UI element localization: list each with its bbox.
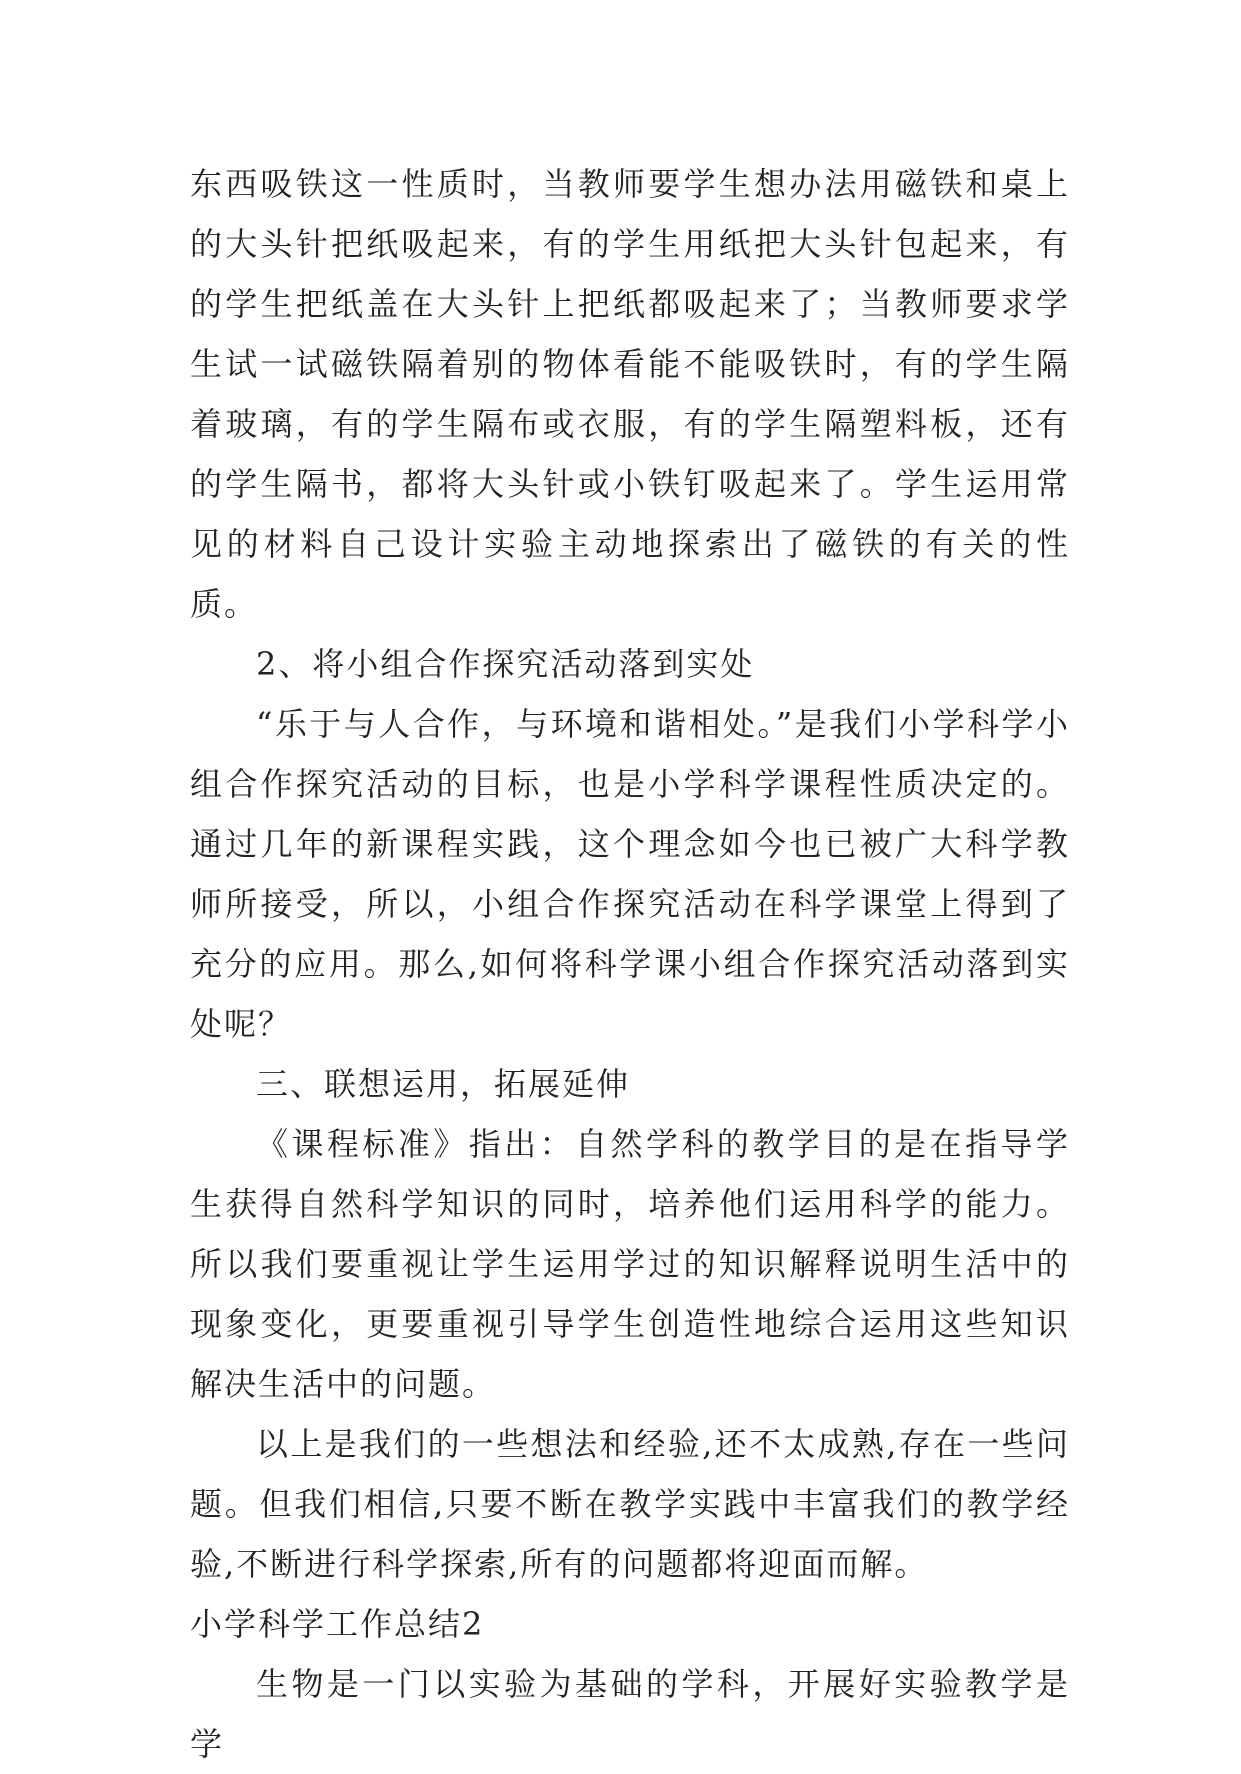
section-heading-3: 三、联想运用，拓展延伸 [256,1065,631,1103]
paragraph-conclusion: 以上是我们的一些想法和经验,还不太成熟,存在一些问题。但我们相信,只要不断在教学实践中丰富我们的教学经验,不断进行科学探索,所有的问题都将迎面而解。 [190,1425,1070,1583]
section-heading-2: 2、将小组合作探究活动落到实处 [256,645,755,683]
paragraph-biology: 生物是一门以实验为基础的学科，开展好实验教学是学 [190,1665,1070,1763]
paragraph-continued: 东西吸铁这一性质时，当教师要学生想办法用磁铁和桌上的大头针把纸吸起来，有的学生用纸把大头针包起来，有的学生把纸盖在大头针上把纸都吸起来了；当教师要求学生试一试磁铁隔着别的物体看能不能吸铁时，有的学生隔着玻璃，有的学生隔布或衣服，有的学生隔塑料板，还有的学生隔书，都将大头针或小铁钉吸起来了。学生运用常见的材料自己设计实验主动地探索出了磁铁的有关的性质。 [190,165,1070,623]
paragraph-cooperation: “乐于与人合作，与环境和谐相处。”是我们小学科学小组合作探究活动的目标，也是小学科学课程性质决定的。通过几年的新课程实践，这个理念如今也已被广大科学教师所接受，所以，小组合作探究活动在科学课堂上得到了充分的应用。那么,如何将科学课小组合作探究活动落到实处呢？ [190,705,1070,1043]
paragraph-curriculum-standard: 《课程标准》指出：自然学科的教学目的是在指导学生获得自然科学知识的同时，培养他们运用科学的能力。所以我们要重视让学生运用学过的知识解释说明生活中的现象变化，更要重视引导学生创造性地综合运用这些知识解决生活中的问题。 [190,1125,1070,1403]
summary-title: 小学科学工作总结2 [190,1605,485,1643]
document-body [190,154,1070,1774]
